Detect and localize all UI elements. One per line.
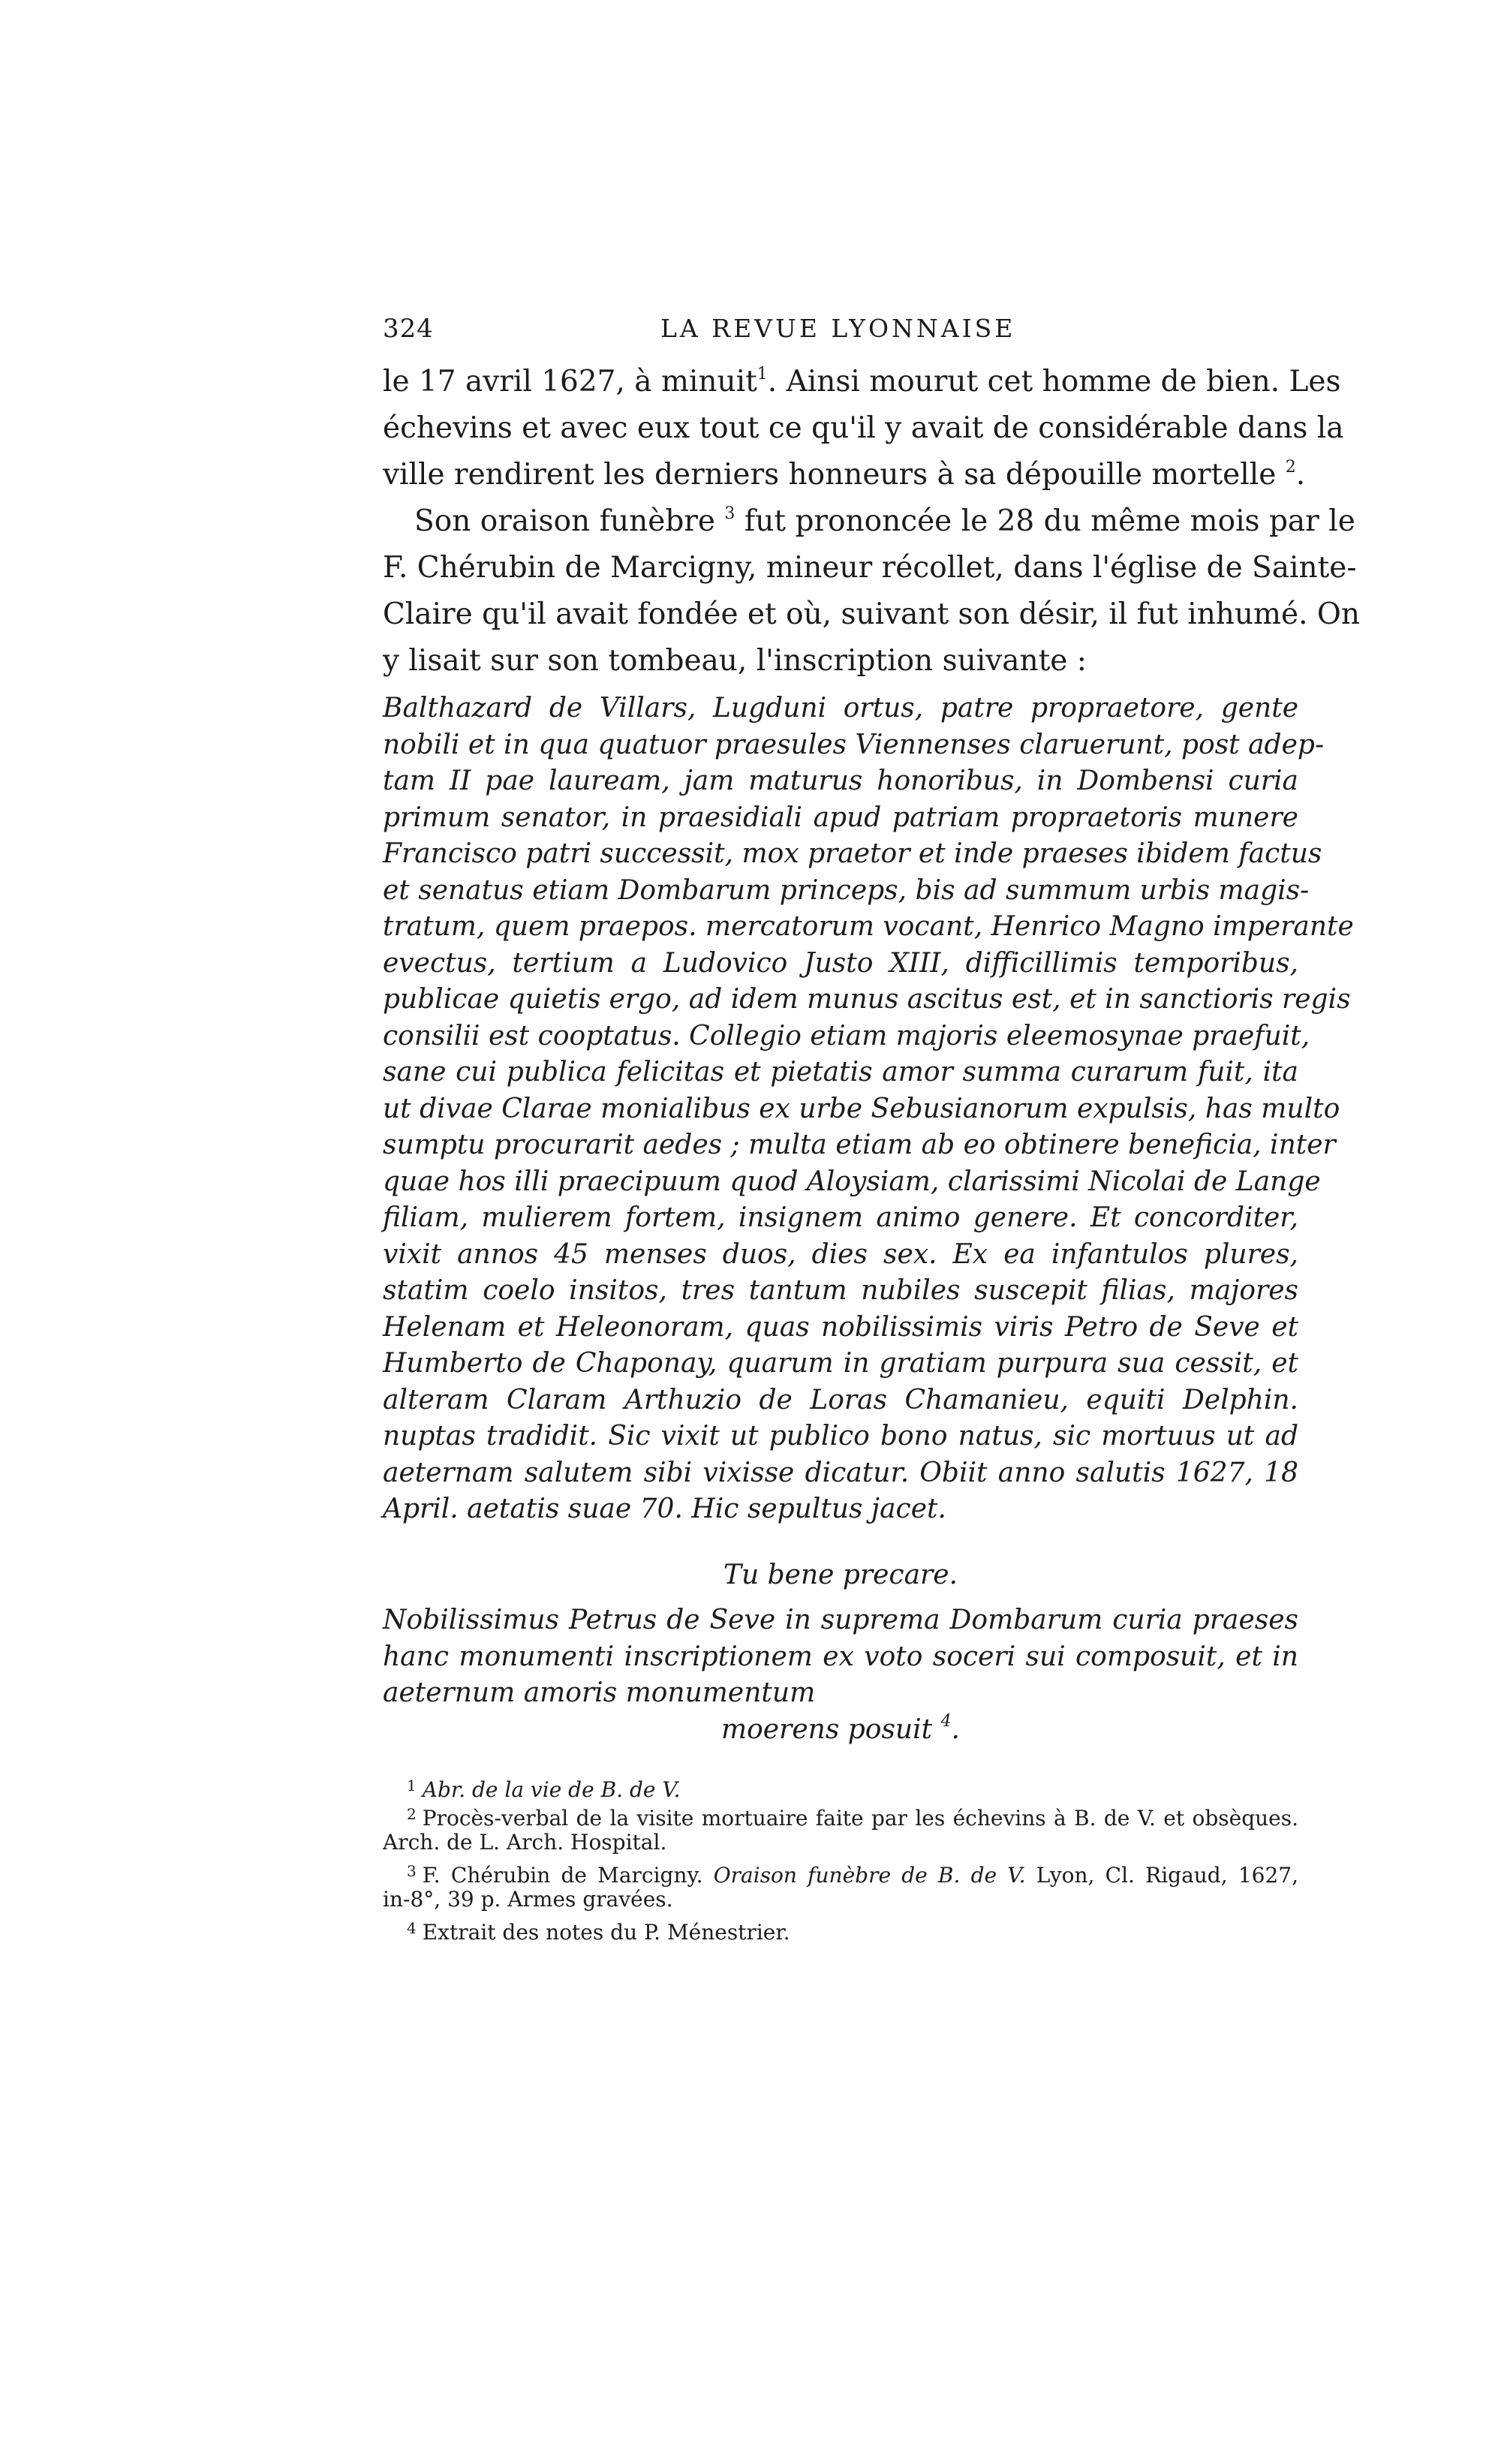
footnote-continuation: Arch. de L. Arch. Hospital.	[383, 1830, 667, 1855]
dedication-block	[383, 1602, 1298, 1748]
dedication-line: hanc monumenti inscriptionem ex voto soceri sui composuit, et in	[383, 1641, 1298, 1672]
inscription-line: Francisco patri successit, mox praetor et inde praeses ibidem factus	[383, 838, 1322, 869]
inscription-line: primum senator, in praesidiali apud patriam propraetoris munere	[383, 802, 1298, 833]
text-line: y lisait sur son tombeau, l'inscription suivante :	[383, 644, 1087, 678]
footnote: $^2$ Procès-verbal de la visite mortuaire faite par les échevins à B. de V. et obsèques.	[407, 1805, 1298, 1831]
running-title: LA REVUE LYONNAISE	[660, 314, 1016, 343]
text-line: ville rendirent les derniers honneurs à sa dépouille mortelle $^2$.	[383, 458, 1306, 492]
inscription-line: Humberto de Chaponay, quarum in gratiam purpura sua cessit, et	[383, 1348, 1298, 1379]
inscription-line: Balthazard de Villars, Lugduni ortus, patre propraetore, gente	[383, 693, 1298, 724]
inscription-line: nobili et in qua quatuor praesules Viennenses claruerunt, post adep-	[383, 729, 1325, 760]
footnote: $^3$ F. Chérubin de Marcigny. Oraison funèbre de B. de V. Lyon, Cl. Rigaud, 1627,	[407, 1862, 1298, 1888]
footnote: $^4$ Extrait des notes du P. Ménestrier.	[407, 1919, 790, 1945]
inscription-line: tam II pae lauream, jam maturus honoribus, in Dombensi curia	[383, 766, 1298, 796]
inscription-line: vixit annos 45 menses duos, dies sex. Ex ea infantulos plures,	[383, 1238, 1298, 1270]
inscription-line: aeternam salutem sibi vixisse dicatur. Obiit anno salutis 1627, 18	[383, 1457, 1298, 1488]
footnote-continuation: in-8°, 39 p. Armes gravées.	[383, 1887, 673, 1912]
inscription-line: filiam, mulierem fortem, insignem animo genere. Et concorditer,	[383, 1202, 1298, 1233]
text-line: F. Chérubin de Marcigny, mineur récollet, dans l'église de Sainte-	[383, 551, 1357, 585]
page-number: 324	[383, 314, 434, 344]
inscription-line: et senatus etiam Dombarum princeps, bis ad summum urbis magis-	[383, 874, 1310, 906]
footnote-ref: 1	[757, 365, 768, 384]
inscription-line: alteram Claram Arthuzio de Loras Chamanieu, equiti Delphin.	[383, 1384, 1298, 1416]
text-line: le 17 avril 1627, à minuit$^1$. Ainsi mourut cet homme de bien. Les	[383, 365, 1341, 399]
inscription-block	[383, 690, 1354, 1528]
inscription-line: Helenam et Heleonoram, quas nobilissimis viris Petro de Seve et	[383, 1311, 1298, 1343]
tu-bene-block	[383, 1557, 1298, 1594]
footnote-ref: 4	[940, 1711, 952, 1731]
inscription-line: statim coelo insitos, tres tantum nubiles suscepit filias, majores	[383, 1275, 1298, 1306]
text-line: échevins et avec eux tout ce qu'il y avait de considérable dans la	[383, 411, 1344, 445]
inscription-line: quae hos illi praecipuum quod Aloysiam, clarissimi Nicolai de Lange	[383, 1166, 1321, 1197]
footnote-ref: 3	[724, 504, 735, 523]
inscription-line: evectus, tertium a Ludovico Justo XIII, difficillimis temporibus,	[383, 947, 1298, 979]
inscription-line: nuptas tradidit. Sic vixit ut publico bono natus, sic mortuus ut ad	[383, 1421, 1298, 1452]
dedication-line: Nobilissimus Petrus de Seve in suprema Dombarum curia praeses	[383, 1605, 1298, 1635]
inscription-line: consilii est cooptatus. Collegio etiam majoris eleemosynae praefuit,	[383, 1020, 1310, 1051]
text-line: Son oraison funèbre $^3$ fut prononcée le 28 du même mois par le	[414, 504, 1355, 538]
text-line: Claire qu'il avait fondée et où, suivant son désir, il fut inhumé. On	[383, 597, 1360, 631]
inscription-line: ut divae Clarae monialibus ex urbe Sebusianorum expulsis, has multo	[383, 1093, 1340, 1124]
dedication-line: moerens posuit $^4$.	[721, 1711, 960, 1745]
inscription-line: tratum, quem praepos. mercatorum vocant, Henrico Magno imperante	[383, 911, 1354, 942]
page-header	[0, 314, 1498, 359]
footnote-ref: 2	[1285, 458, 1296, 477]
dedication-line: aeternum amoris monumentum	[383, 1677, 816, 1708]
footnote: $^1$ Abr. de la vie de B. de V.	[407, 1777, 681, 1802]
inscription-line: sane cui publica felicitas et pietatis amor summa curarum fuit, ita	[383, 1057, 1298, 1088]
inscription-line: publicae quietis ergo, ad idem munus ascitus est, et in sanctioris regis	[383, 984, 1351, 1015]
inscription-line: April. aetatis suae 70. Hic sepultus jacet.	[383, 1494, 946, 1524]
intro-text	[383, 359, 1360, 684]
inscription-line: sumptu procurarit aedes ; multa etiam ab eo obtinere beneficia, inter	[383, 1130, 1336, 1160]
tu-bene-line: Tu bene precare.	[723, 1560, 958, 1590]
footnotes	[383, 1771, 1298, 1945]
